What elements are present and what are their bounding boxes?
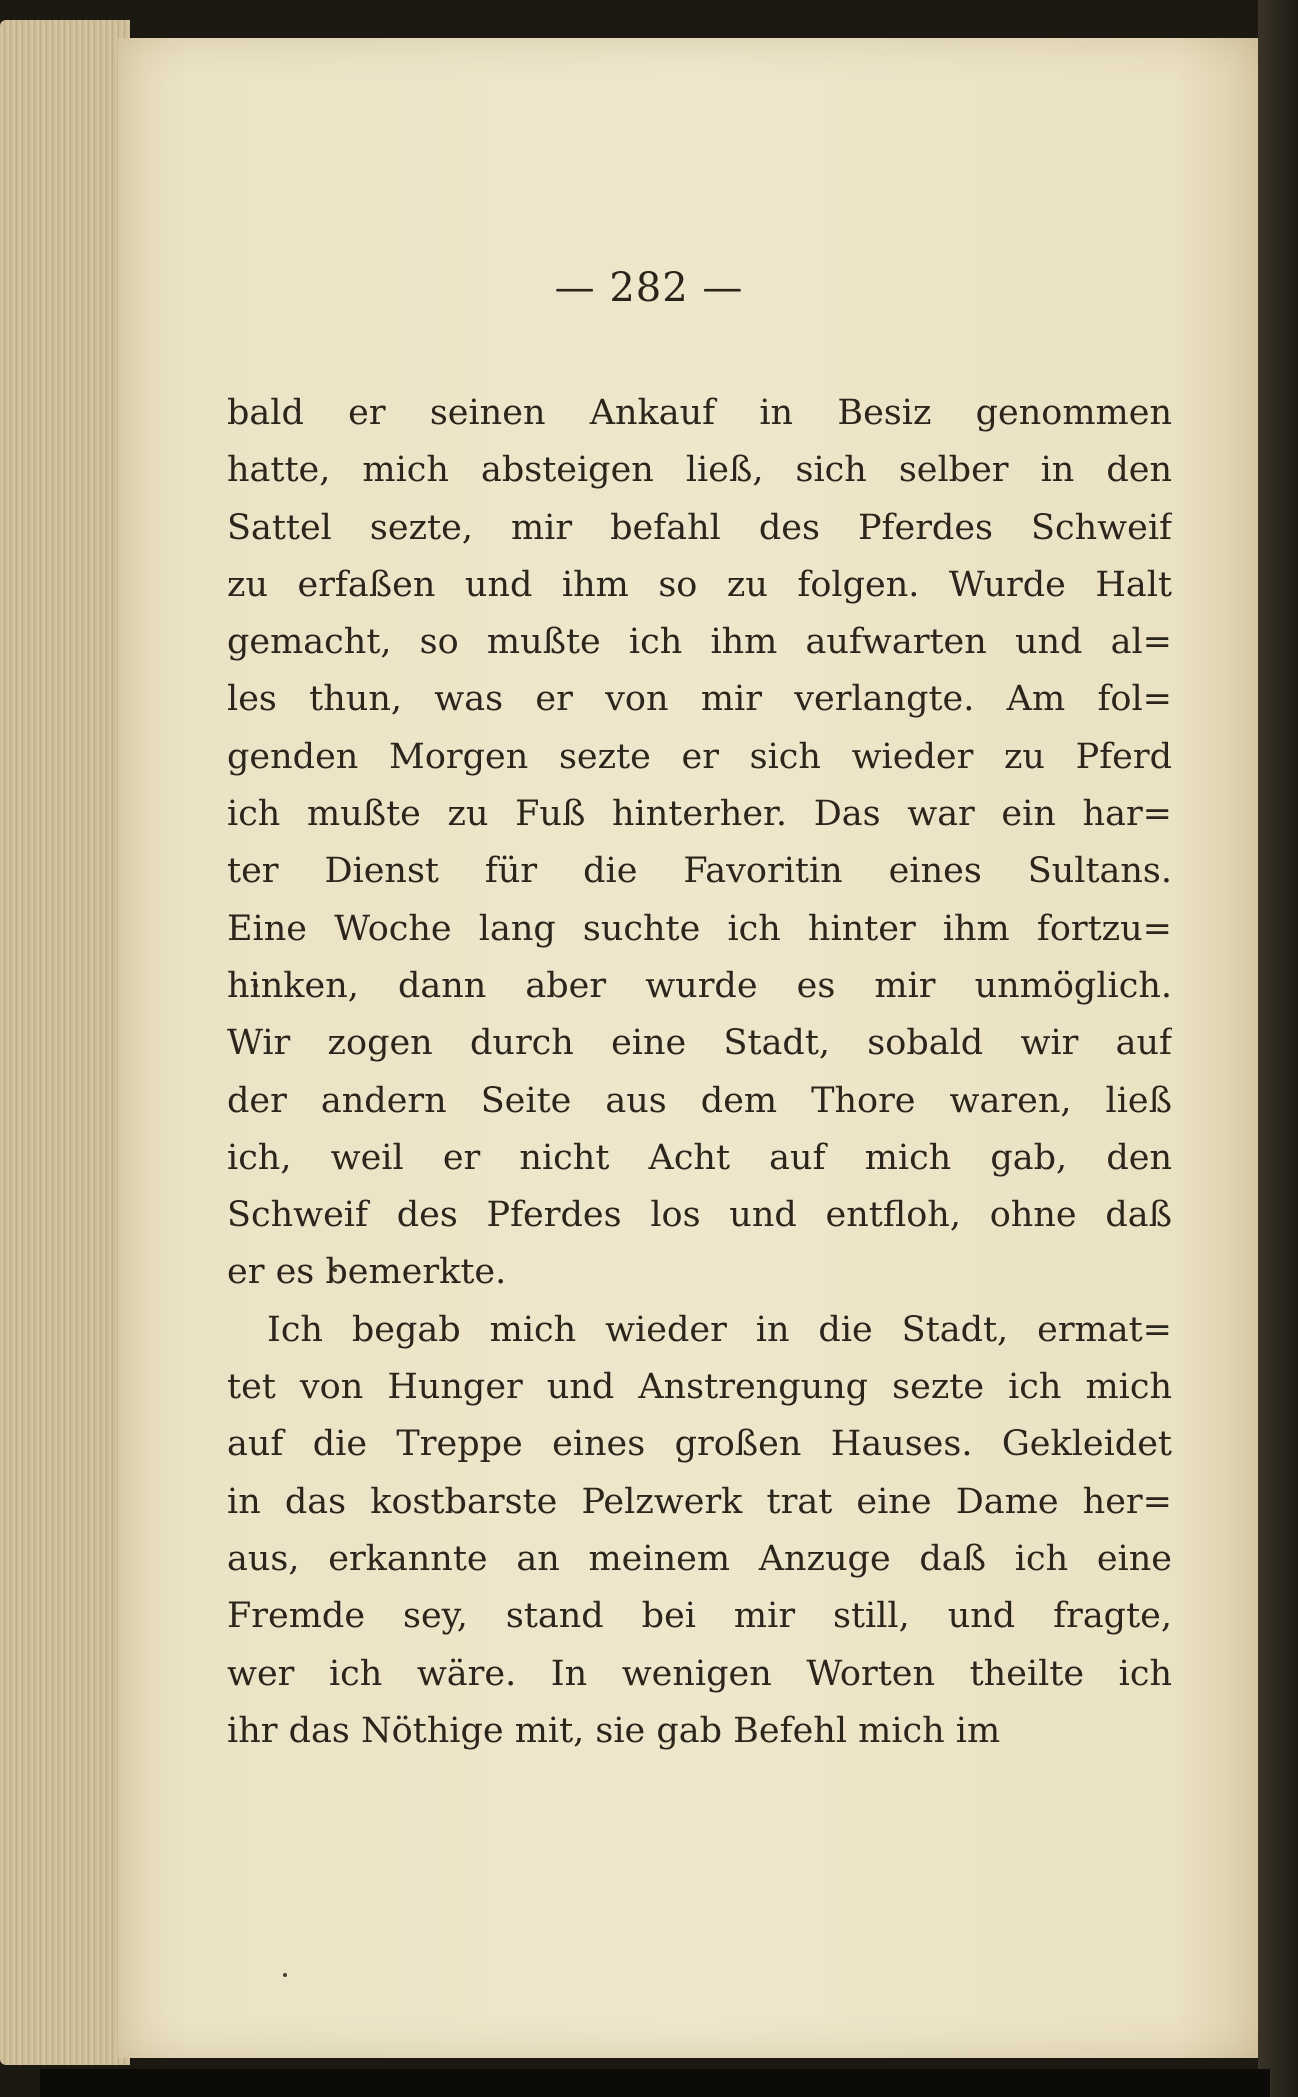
ink-speck (283, 1973, 287, 1977)
page-number: — 282 — (554, 265, 744, 311)
text-line: ter Dienst für die Favoritin eines Sultans. (227, 851, 1172, 892)
body-text (227, 385, 1172, 1760)
text-line: ihr das Nöthige mit, sie gab Befehl mich im (227, 1710, 1001, 1751)
text-line: les thun, was er von mir verlangte. Am fol= (227, 679, 1172, 720)
text-line: er es bemerkte. (227, 1252, 507, 1293)
page-stack-edge (0, 20, 130, 2065)
text-line: zu erfaßen und ihm so zu folgen. Wurde Halt (227, 564, 1172, 605)
text-line: ich, weil er nicht Acht auf mich gab, den (227, 1137, 1172, 1178)
book-cover-edge (1258, 0, 1298, 2097)
text-line: Ich begab mich wieder in die Stadt, ermat= (267, 1309, 1172, 1350)
text-line: Schweif des Pferdes los und entfloh, ohne daß (227, 1195, 1172, 1236)
text-line: hinken, dann aber wurde es mir unmöglich. (227, 965, 1172, 1006)
text-line: gemacht, so mußte ich ihm aufwarten und al= (227, 622, 1172, 663)
text-line: hatte, mich absteigen ließ, sich selber in den (227, 450, 1172, 491)
text-line: der andern Seite aus dem Thore waren, ließ (227, 1080, 1172, 1121)
text-line: ich mußte zu Fuß hinterher. Das war ein har= (227, 794, 1172, 835)
text-line: tet von Hunger und Anstrengung sezte ich mich (227, 1367, 1172, 1408)
text-line: Eine Woche lang suchte ich hinter ihm fortzu= (227, 908, 1172, 949)
text-line: Wir zogen durch eine Stadt, sobald wir auf (227, 1023, 1172, 1064)
bottom-shadow (40, 2069, 1270, 2097)
text-line: genden Morgen sezte er sich wieder zu Pferd (227, 736, 1172, 777)
text-line: auf die Treppe eines großen Hauses. Gekleidet (227, 1424, 1172, 1465)
text-line: Sattel sezte, mir befahl des Pferdes Schweif (227, 507, 1172, 548)
text-line: in das kostbarste Pelzwerk trat eine Dame her= (227, 1481, 1172, 1522)
text-line: aus, erkannte an meinem Anzuge daß ich eine (227, 1538, 1172, 1579)
text-line: Fremde sey, stand bei mir still, und fragte, (227, 1596, 1172, 1637)
text-line: bald er seinen Ankauf in Besiz genommen (227, 393, 1172, 433)
text-line: wer ich wäre. In wenigen Worten theilte ich (227, 1653, 1172, 1694)
